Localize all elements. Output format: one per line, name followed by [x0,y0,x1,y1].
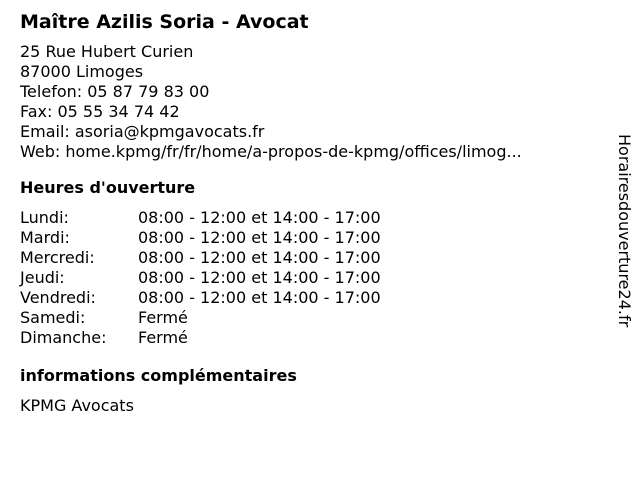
additional-info-title: informations complémentaires [20,366,297,385]
email-address: Email: asoria@kpmgavocats.fr [20,122,265,141]
hours-day-label: Dimanche: [20,328,107,347]
hours-row-wednesday [20,248,600,268]
hours-time-value: 08:00 - 12:00 et 14:00 - 17:00 [138,268,381,287]
website-link: Web: home.kpmg/fr/fr/home/a-propos-de-kpmg/offices/limog... [20,142,522,161]
hours-day-label: Jeudi: [20,268,65,287]
hours-row-saturday [20,308,600,328]
hours-time-value: Fermé [138,328,188,347]
hours-day-label: Mardi: [20,228,70,247]
page-title: Maître Azilis Soria - Avocat [20,11,309,33]
hours-time-value: 08:00 - 12:00 et 14:00 - 17:00 [138,228,381,247]
hours-time-value: 08:00 - 12:00 et 14:00 - 17:00 [138,288,381,307]
hours-day-label: Lundi: [20,208,69,227]
additional-info-text: KPMG Avocats [20,396,134,415]
hours-time-value: Fermé [138,308,188,327]
fax-number: Fax: 05 55 34 74 42 [20,102,180,121]
hours-row-tuesday [20,228,600,248]
hours-time-value: 08:00 - 12:00 et 14:00 - 17:00 [138,248,381,267]
hours-row-friday [20,288,600,308]
address-line-1: 25 Rue Hubert Curien [20,42,194,61]
hours-day-label: Vendredi: [20,288,96,307]
hours-row-monday [20,208,600,228]
main-content [20,8,600,416]
address-line-2: 87000 Limoges [20,62,144,81]
opening-hours-title: Heures d'ouverture [20,178,196,197]
hours-time-value: 08:00 - 12:00 et 14:00 - 17:00 [138,208,381,227]
hours-row-sunday [20,328,600,348]
phone-number: Telefon: 05 87 79 83 00 [20,82,210,101]
vertical-brand-text: Horairesdouverture24.fr [615,134,634,328]
hours-row-thursday [20,268,600,288]
hours-day-label: Mercredi: [20,248,95,267]
hours-day-label: Samedi: [20,308,86,327]
